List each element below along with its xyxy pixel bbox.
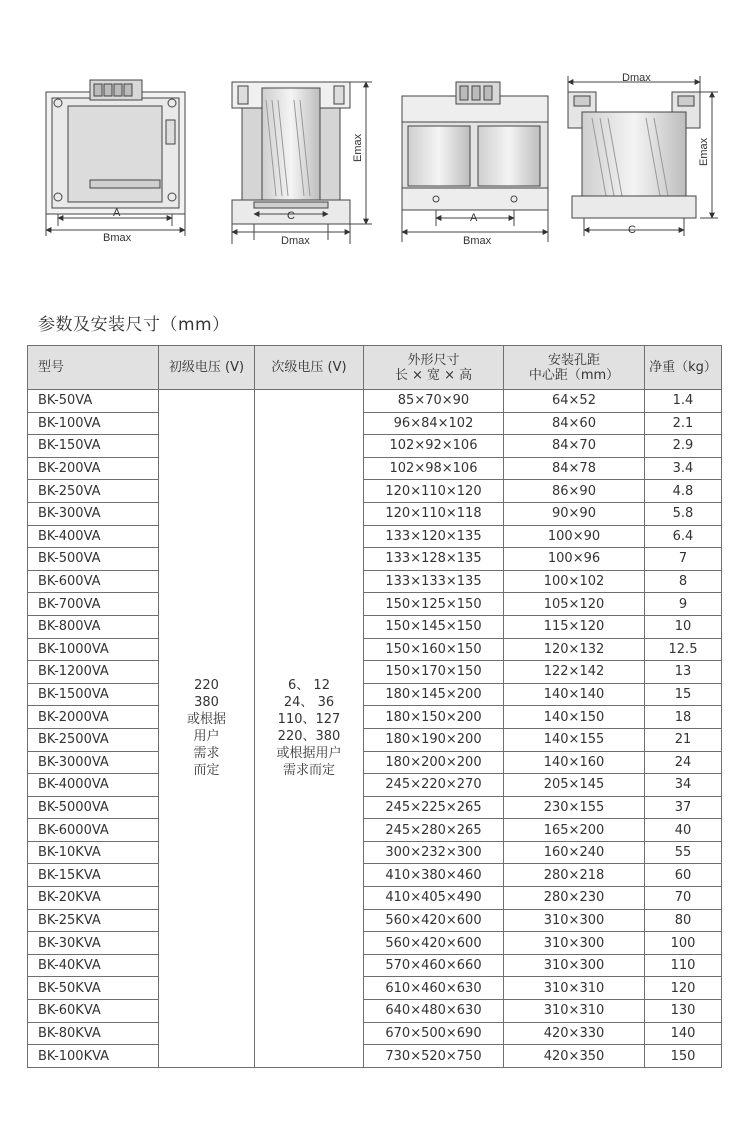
- table-row: [28, 977, 722, 1000]
- cell-weight: 3.4: [645, 457, 722, 480]
- primary-voltage-line: 而定: [193, 763, 220, 779]
- label-a2: A: [470, 212, 478, 224]
- table-row: [28, 1022, 722, 1045]
- cell-dimensions: 180×200×200: [364, 751, 504, 774]
- cell-model: BK-30KVA: [28, 932, 159, 955]
- label-c1: C: [287, 210, 295, 222]
- table-header-row: [28, 346, 722, 390]
- cell-mount-holes: 100×96: [504, 548, 645, 571]
- table-row: [28, 774, 722, 797]
- cell-model: BK-5000VA: [28, 796, 159, 819]
- cell-model: BK-800VA: [28, 615, 159, 638]
- cell-mount-holes: 105×120: [504, 593, 645, 616]
- cell-dimensions: 150×145×150: [364, 615, 504, 638]
- cell-dimensions: 120×110×120: [364, 480, 504, 503]
- section-title: 参数及安装尺寸（mm）: [38, 315, 230, 335]
- header-dimensions-line2: 长 × 宽 × 高: [394, 367, 473, 383]
- cell-weight: 2.9: [645, 435, 722, 458]
- cell-weight: 24: [645, 751, 722, 774]
- table-row: [28, 841, 722, 864]
- cell-model: BK-1000VA: [28, 638, 159, 661]
- cell-model: BK-1200VA: [28, 661, 159, 684]
- drawing-side-large: [568, 76, 718, 236]
- table-row: [28, 638, 722, 661]
- cell-weight: 12.5: [645, 638, 722, 661]
- cell-model: BK-25KVA: [28, 909, 159, 932]
- label-c2: C: [628, 224, 636, 236]
- dimension-drawings: [0, 0, 750, 270]
- header-mount-holes-line1: 安装孔距: [547, 352, 600, 368]
- cell-dimensions: 245×225×265: [364, 796, 504, 819]
- table-row: [28, 728, 722, 751]
- cell-mount-holes: 140×140: [504, 683, 645, 706]
- table-row: [28, 887, 722, 910]
- cell-model: BK-100KVA: [28, 1045, 159, 1068]
- cell-dimensions: 610×460×630: [364, 977, 504, 1000]
- cell-model: BK-50KVA: [28, 977, 159, 1000]
- table-row: [28, 909, 722, 932]
- primary-voltage-line: 220: [194, 678, 219, 694]
- cell-model: BK-6000VA: [28, 819, 159, 842]
- table-row: [28, 593, 722, 616]
- label-a1: A: [113, 207, 121, 219]
- cell-model: BK-1500VA: [28, 683, 159, 706]
- cell-model: BK-40KVA: [28, 954, 159, 977]
- cell-dimensions: 730×520×750: [364, 1045, 504, 1068]
- drawing-side-small: [232, 82, 372, 244]
- secondary-voltage-line: 220、380: [277, 729, 341, 745]
- cell-weight: 7: [645, 548, 722, 571]
- cell-dimensions: 570×460×660: [364, 954, 504, 977]
- cell-mount-holes: 100×102: [504, 570, 645, 593]
- cell-dimensions: 560×420×600: [364, 909, 504, 932]
- cell-weight: 34: [645, 774, 722, 797]
- cell-model: BK-100VA: [28, 412, 159, 435]
- header-primary-voltage: 初级电压 (V): [159, 346, 255, 390]
- cell-mount-holes: 140×155: [504, 728, 645, 751]
- cell-model: BK-10KVA: [28, 841, 159, 864]
- cell-model: BK-80KVA: [28, 1022, 159, 1045]
- cell-weight: 80: [645, 909, 722, 932]
- cell-mount-holes: 165×200: [504, 819, 645, 842]
- cell-dimensions: 133×120×135: [364, 525, 504, 548]
- cell-mount-holes: 310×310: [504, 977, 645, 1000]
- table-row: [28, 864, 722, 887]
- cell-mount-holes: 310×300: [504, 909, 645, 932]
- header-dimensions-line1: 外形尺寸: [407, 352, 460, 368]
- cell-dimensions: 150×125×150: [364, 593, 504, 616]
- primary-voltage-line: 380: [194, 695, 219, 711]
- cell-mount-holes: 100×90: [504, 525, 645, 548]
- table-row: [28, 525, 722, 548]
- cell-dimensions: 245×220×270: [364, 774, 504, 797]
- cell-weight: 150: [645, 1045, 722, 1068]
- cell-dimensions: 85×70×90: [364, 390, 504, 413]
- cell-mount-holes: 230×155: [504, 796, 645, 819]
- cell-weight: 4.8: [645, 480, 722, 503]
- cell-dimensions: 245×280×265: [364, 819, 504, 842]
- table-row: [28, 706, 722, 729]
- cell-mount-holes: 64×52: [504, 390, 645, 413]
- transformer-drawings-svg: [0, 0, 750, 270]
- table-row: [28, 615, 722, 638]
- cell-weight: 70: [645, 887, 722, 910]
- cell-dimensions: 640×480×630: [364, 1000, 504, 1023]
- secondary-voltage-line: 110、127: [277, 712, 341, 728]
- cell-dimensions: 120×110×118: [364, 502, 504, 525]
- cell-weight: 18: [645, 706, 722, 729]
- label-emax1: Emax: [352, 133, 364, 162]
- cell-weight: 9: [645, 593, 722, 616]
- cell-weight: 6.4: [645, 525, 722, 548]
- table-row: [28, 683, 722, 706]
- cell-mount-holes: 86×90: [504, 480, 645, 503]
- cell-weight: 100: [645, 932, 722, 955]
- cell-mount-holes: 160×240: [504, 841, 645, 864]
- header-mount-holes-line2: 中心距（mm）: [528, 367, 620, 383]
- cell-mount-holes: 120×132: [504, 638, 645, 661]
- cell-dimensions: 102×92×106: [364, 435, 504, 458]
- primary-voltage-line: 或根据: [186, 712, 226, 728]
- cell-model: BK-200VA: [28, 457, 159, 480]
- cell-model: BK-400VA: [28, 525, 159, 548]
- header-secondary-voltage: 次级电压 (V): [255, 346, 364, 390]
- cell-weight: 5.8: [645, 502, 722, 525]
- table-row: [28, 457, 722, 480]
- cell-model: BK-700VA: [28, 593, 159, 616]
- cell-dimensions: 180×145×200: [364, 683, 504, 706]
- cell-weight: 60: [645, 864, 722, 887]
- secondary-voltage-line: 6、 12: [288, 678, 330, 694]
- label-bmax2: Bmax: [463, 235, 492, 247]
- spec-table: [27, 345, 722, 1068]
- cell-dimensions: 102×98×106: [364, 457, 504, 480]
- cell-mount-holes: 310×300: [504, 932, 645, 955]
- cell-mount-holes: 84×78: [504, 457, 645, 480]
- cell-weight: 110: [645, 954, 722, 977]
- cell-weight: 21: [645, 728, 722, 751]
- cell-mount-holes: 140×150: [504, 706, 645, 729]
- cell-mount-holes: 115×120: [504, 615, 645, 638]
- label-bmax1: Bmax: [103, 232, 132, 244]
- table-row: [28, 954, 722, 977]
- cell-dimensions: 150×170×150: [364, 661, 504, 684]
- table-row: [28, 819, 722, 842]
- cell-mount-holes: 310×310: [504, 1000, 645, 1023]
- cell-weight: 120: [645, 977, 722, 1000]
- label-emax2: Emax: [698, 137, 710, 166]
- cell-dimensions: 670×500×690: [364, 1022, 504, 1045]
- cell-model: BK-2500VA: [28, 728, 159, 751]
- label-dmax1: Dmax: [281, 235, 310, 247]
- cell-primary-voltage: [159, 390, 255, 1068]
- header-mount-holes: [504, 346, 645, 390]
- cell-mount-holes: 140×160: [504, 751, 645, 774]
- cell-weight: 8: [645, 570, 722, 593]
- cell-model: BK-500VA: [28, 548, 159, 571]
- cell-mount-holes: 310×300: [504, 954, 645, 977]
- cell-dimensions: 133×128×135: [364, 548, 504, 571]
- table-row: [28, 751, 722, 774]
- header-weight: 净重（kg）: [645, 346, 722, 390]
- secondary-voltage-line: 或根据用户: [276, 746, 342, 762]
- cell-model: BK-250VA: [28, 480, 159, 503]
- table-row: [28, 390, 722, 413]
- cell-weight: 55: [645, 841, 722, 864]
- cell-dimensions: 180×150×200: [364, 706, 504, 729]
- cell-model: BK-150VA: [28, 435, 159, 458]
- secondary-voltage-line: 需求而定: [282, 763, 335, 779]
- cell-mount-holes: 420×350: [504, 1045, 645, 1068]
- header-dimensions: [364, 346, 504, 390]
- cell-dimensions: 560×420×600: [364, 932, 504, 955]
- cell-model: BK-15KVA: [28, 864, 159, 887]
- cell-model: BK-300VA: [28, 502, 159, 525]
- cell-mount-holes: 122×142: [504, 661, 645, 684]
- cell-mount-holes: 90×90: [504, 502, 645, 525]
- cell-mount-holes: 420×330: [504, 1022, 645, 1045]
- cell-model: BK-50VA: [28, 390, 159, 413]
- cell-model: BK-600VA: [28, 570, 159, 593]
- cell-mount-holes: 84×70: [504, 435, 645, 458]
- cell-weight: 130: [645, 1000, 722, 1023]
- cell-model: BK-20KVA: [28, 887, 159, 910]
- cell-model: BK-60KVA: [28, 1000, 159, 1023]
- table-row: [28, 435, 722, 458]
- header-model: 型号: [28, 346, 159, 390]
- cell-weight: 15: [645, 683, 722, 706]
- cell-weight: 40: [645, 819, 722, 842]
- cell-dimensions: 410×405×490: [364, 887, 504, 910]
- cell-dimensions: 133×133×135: [364, 570, 504, 593]
- cell-model: BK-4000VA: [28, 774, 159, 797]
- cell-weight: 2.1: [645, 412, 722, 435]
- primary-voltage-line: 需求: [193, 746, 220, 762]
- cell-weight: 1.4: [645, 390, 722, 413]
- table-row: [28, 548, 722, 571]
- cell-weight: 10: [645, 615, 722, 638]
- cell-dimensions: 96×84×102: [364, 412, 504, 435]
- cell-mount-holes: 84×60: [504, 412, 645, 435]
- cell-dimensions: 410×380×460: [364, 864, 504, 887]
- cell-weight: 37: [645, 796, 722, 819]
- table-row: [28, 502, 722, 525]
- primary-voltage-line: 用户: [193, 729, 220, 745]
- cell-weight: 13: [645, 661, 722, 684]
- table-row: [28, 932, 722, 955]
- table-row: [28, 1000, 722, 1023]
- table-row: [28, 480, 722, 503]
- cell-mount-holes: 205×145: [504, 774, 645, 797]
- table-row: [28, 1045, 722, 1068]
- cell-mount-holes: 280×218: [504, 864, 645, 887]
- table-row: [28, 796, 722, 819]
- table-row: [28, 661, 722, 684]
- cell-model: BK-2000VA: [28, 706, 159, 729]
- cell-model: BK-3000VA: [28, 751, 159, 774]
- cell-dimensions: 300×232×300: [364, 841, 504, 864]
- cell-weight: 140: [645, 1022, 722, 1045]
- cell-secondary-voltage: [255, 390, 364, 1068]
- cell-dimensions: 150×160×150: [364, 638, 504, 661]
- table-row: [28, 570, 722, 593]
- table-row: [28, 412, 722, 435]
- cell-dimensions: 180×190×200: [364, 728, 504, 751]
- label-dmax2: Dmax: [622, 72, 651, 84]
- secondary-voltage-line: 24、 36: [283, 695, 335, 711]
- cell-mount-holes: 280×230: [504, 887, 645, 910]
